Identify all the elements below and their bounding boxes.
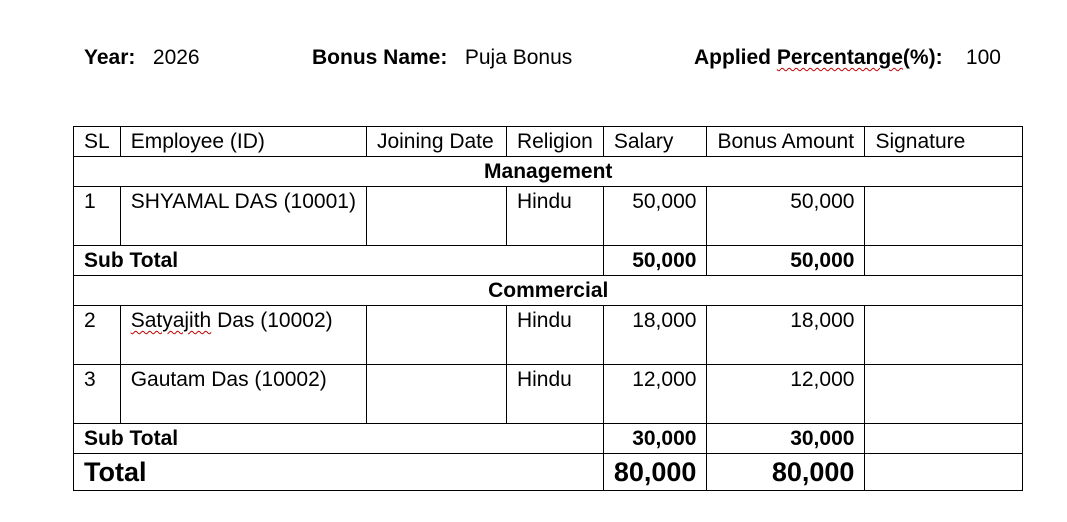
cell-joining-date <box>366 365 506 424</box>
total-salary: 80,000 <box>603 454 707 491</box>
cell-salary: 12,000 <box>603 365 707 424</box>
section-title: Management <box>74 157 1023 187</box>
cell-joining-date <box>366 306 506 365</box>
column-header-sl: SL <box>74 127 121 157</box>
subtotal-signature <box>865 246 1023 276</box>
column-header-signature: Signature <box>865 127 1023 157</box>
year-label: Year: <box>84 46 136 69</box>
cell-signature <box>865 306 1023 365</box>
subtotal-label: Sub Total <box>74 424 604 454</box>
subtotal-salary: 50,000 <box>603 246 707 276</box>
column-header-bonus-amount: Bonus Amount <box>707 127 865 157</box>
cell-salary: 18,000 <box>603 306 707 365</box>
cell-bonus-amount: 18,000 <box>707 306 865 365</box>
total-label: Total <box>74 454 604 491</box>
column-header-joining-date: Joining Date <box>366 127 506 157</box>
subtotal-bonus: 30,000 <box>707 424 865 454</box>
bonus-header <box>0 46 1067 78</box>
cell-religion: Hindu <box>506 306 603 365</box>
cell-religion: Hindu <box>506 187 603 246</box>
cell-signature <box>865 365 1023 424</box>
applied-percentage-value: 100 <box>965 46 1001 69</box>
section-header-row <box>74 157 1023 187</box>
column-header-employee: Employee (ID) <box>120 127 366 157</box>
total-bonus: 80,000 <box>707 454 865 491</box>
cell-joining-date <box>366 187 506 246</box>
cell-sl: 3 <box>74 365 121 424</box>
cell-salary: 50,000 <box>603 187 707 246</box>
cell-sl: 1 <box>74 187 121 246</box>
applied-percentage-field <box>694 46 1001 70</box>
cell-employee: Gautam Das (10002) <box>120 365 366 424</box>
cell-signature <box>865 187 1023 246</box>
cell-bonus-amount: 12,000 <box>707 365 865 424</box>
spellcheck-word: Satyajith <box>130 309 212 332</box>
table-row <box>74 306 1023 365</box>
subtotal-row <box>74 246 1023 276</box>
subtotal-bonus: 50,000 <box>707 246 865 276</box>
total-signature <box>865 454 1023 491</box>
applied-percentage-label: Applied Percentange(%): <box>694 46 943 69</box>
bonus-name-field <box>312 46 572 70</box>
subtotal-signature <box>865 424 1023 454</box>
bonus-table <box>73 126 1023 491</box>
table-row <box>74 365 1023 424</box>
bonus-name-value: Puja Bonus <box>464 46 573 69</box>
cell-sl: 2 <box>74 306 121 365</box>
cell-employee: SHYAMAL DAS (10001) <box>120 187 366 246</box>
cell-employee: Satyajith Das (10002) <box>120 306 366 365</box>
subtotal-salary: 30,000 <box>603 424 707 454</box>
year-field <box>84 46 200 70</box>
section-header-row <box>74 276 1023 306</box>
column-header-salary: Salary <box>603 127 707 157</box>
spellcheck-word: Percentange <box>776 46 903 69</box>
column-header-religion: Religion <box>506 127 603 157</box>
cell-religion: Hindu <box>506 365 603 424</box>
section-title: Commercial <box>74 276 1023 306</box>
table-header-row <box>74 127 1023 157</box>
total-row <box>74 454 1023 491</box>
cell-bonus-amount: 50,000 <box>707 187 865 246</box>
subtotal-label: Sub Total <box>74 246 604 276</box>
table-row <box>74 187 1023 246</box>
subtotal-row <box>74 424 1023 454</box>
bonus-name-label: Bonus Name: <box>312 46 448 69</box>
year-value: 2026 <box>152 46 200 69</box>
